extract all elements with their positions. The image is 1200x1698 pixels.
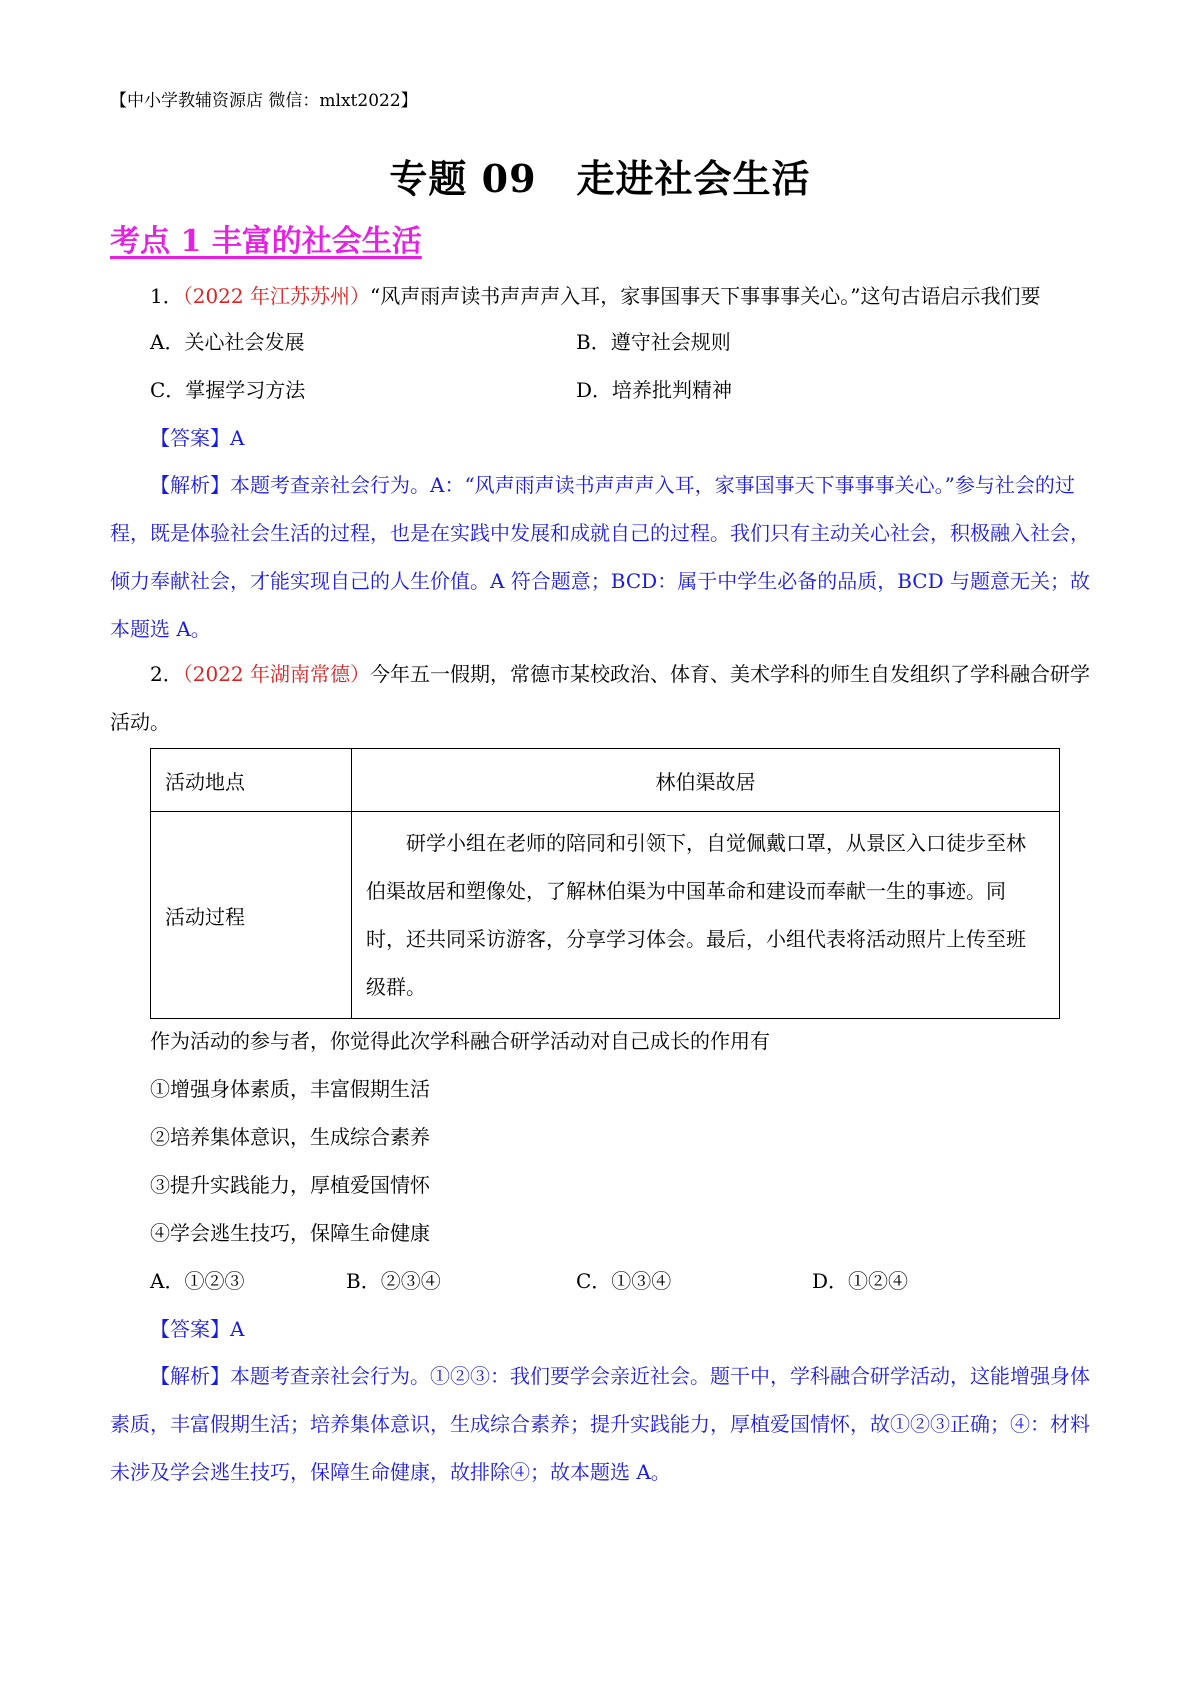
question-source: （2022 年江苏苏州） <box>182 284 370 308</box>
analysis-label: 【解析】 <box>150 473 230 497</box>
question-text: “风声雨声读书声声声入耳，家事国事天下事事事关心。”这句古语启示我们要 <box>370 284 1041 308</box>
analysis-text: 本题考查亲社会行为。A：“风声雨声读书声声声入耳，家事国事天下事事事关心。”参与社会的过程，既是体验社会生活的过程，也是在实践中发展和成就自己的过程。我们只有主动关心社会，积极融入社会，倾力奉献社会，才能实现自己的人生价值。A 符合题意；BCD：属于中学生必备的品质，BCD 与题意无关；故本题选 A。 <box>110 473 1090 641</box>
q2-option-c: C．①③④ <box>576 1269 672 1293</box>
q2-analysis <box>110 1352 1100 1496</box>
q1-answer <box>150 424 244 452</box>
analysis-label: 【解析】 <box>150 1364 230 1388</box>
q2-option-d: D．①②④ <box>812 1269 909 1293</box>
answer-value: A <box>230 426 245 450</box>
q2-statement-2: ②培养集体意识，生成综合素养 <box>150 1125 430 1149</box>
q2-statement-3: ③提升实践能力，厚植爱国情怀 <box>150 1173 430 1197</box>
q2-question: 作为活动的参与者，你觉得此次学科融合研学活动对自己成长的作用有 <box>150 1029 770 1053</box>
q2-statement-4: ④学会逃生技巧，保障生命健康 <box>150 1221 430 1245</box>
table-cell-value <box>352 812 1060 1019</box>
answer-label: 【答案】 <box>150 426 230 450</box>
q1-option-c: C．掌握学习方法 <box>150 378 306 402</box>
question-1-stem <box>150 282 1040 310</box>
q1-option-d: D．培养批判精神 <box>576 378 733 402</box>
answer-label: 【答案】 <box>150 1317 230 1341</box>
section-title: 考点 1 丰富的社会生活 <box>110 224 422 259</box>
topic-number: 专题 09 <box>389 156 537 201</box>
activity-process-text: 研学小组在老师的陪同和引领下，自觉佩戴口罩，从景区入口徒步至林伯渠故居和塑像处，了解林伯渠为中国革命和建设而奉献一生的事迹。同时，还共同采访游客，分享学习体会。最后，小组代表将活动照片上传至班级群。 <box>366 831 1026 999</box>
table-row <box>151 749 1060 812</box>
q2-statement-1: ①增强身体素质，丰富假期生活 <box>150 1077 430 1101</box>
question-source: （2022 年湖南常德） <box>182 662 370 686</box>
table-row <box>151 812 1060 1019</box>
table-cell-label: 活动过程 <box>151 812 352 1019</box>
answer-value: A <box>230 1317 245 1341</box>
page-title <box>0 148 1200 203</box>
question-number: 1． <box>150 284 183 308</box>
q2-answer <box>150 1315 244 1343</box>
activity-table <box>150 748 1060 1019</box>
q1-analysis <box>110 461 1100 653</box>
q1-option-a: A．关心社会发展 <box>150 330 305 354</box>
question-2-stem <box>110 650 1100 746</box>
q1-option-b: B．遵守社会规则 <box>576 330 731 354</box>
table-cell-label: 活动地点 <box>151 749 352 812</box>
analysis-text: 本题考查亲社会行为。①②③：我们要学会亲近社会。题干中，学科融合研学活动，这能增强身体素质，丰富假期生活；培养集体意识，生成综合素养；提升实践能力，厚植爱国情怀，故①②③正确；④：材料未涉及学会逃生技巧，保障生命健康，故排除④；故本题选 A。 <box>110 1364 1090 1484</box>
q2-option-a: A．①②③ <box>150 1269 245 1293</box>
table-cell-value: 林伯渠故居 <box>352 749 1060 812</box>
question-number: 2． <box>150 662 183 686</box>
header-note: 【中小学教辅资源店 微信：mlxt2022】 <box>110 91 418 111</box>
q2-option-b: B．②③④ <box>346 1269 441 1293</box>
question-text: 今年五一假期，常德市某校政治、体育、美术学科的师生自发组织了学科融合研学活动。 <box>110 662 1090 734</box>
topic-name: 走进社会生活 <box>576 156 811 201</box>
